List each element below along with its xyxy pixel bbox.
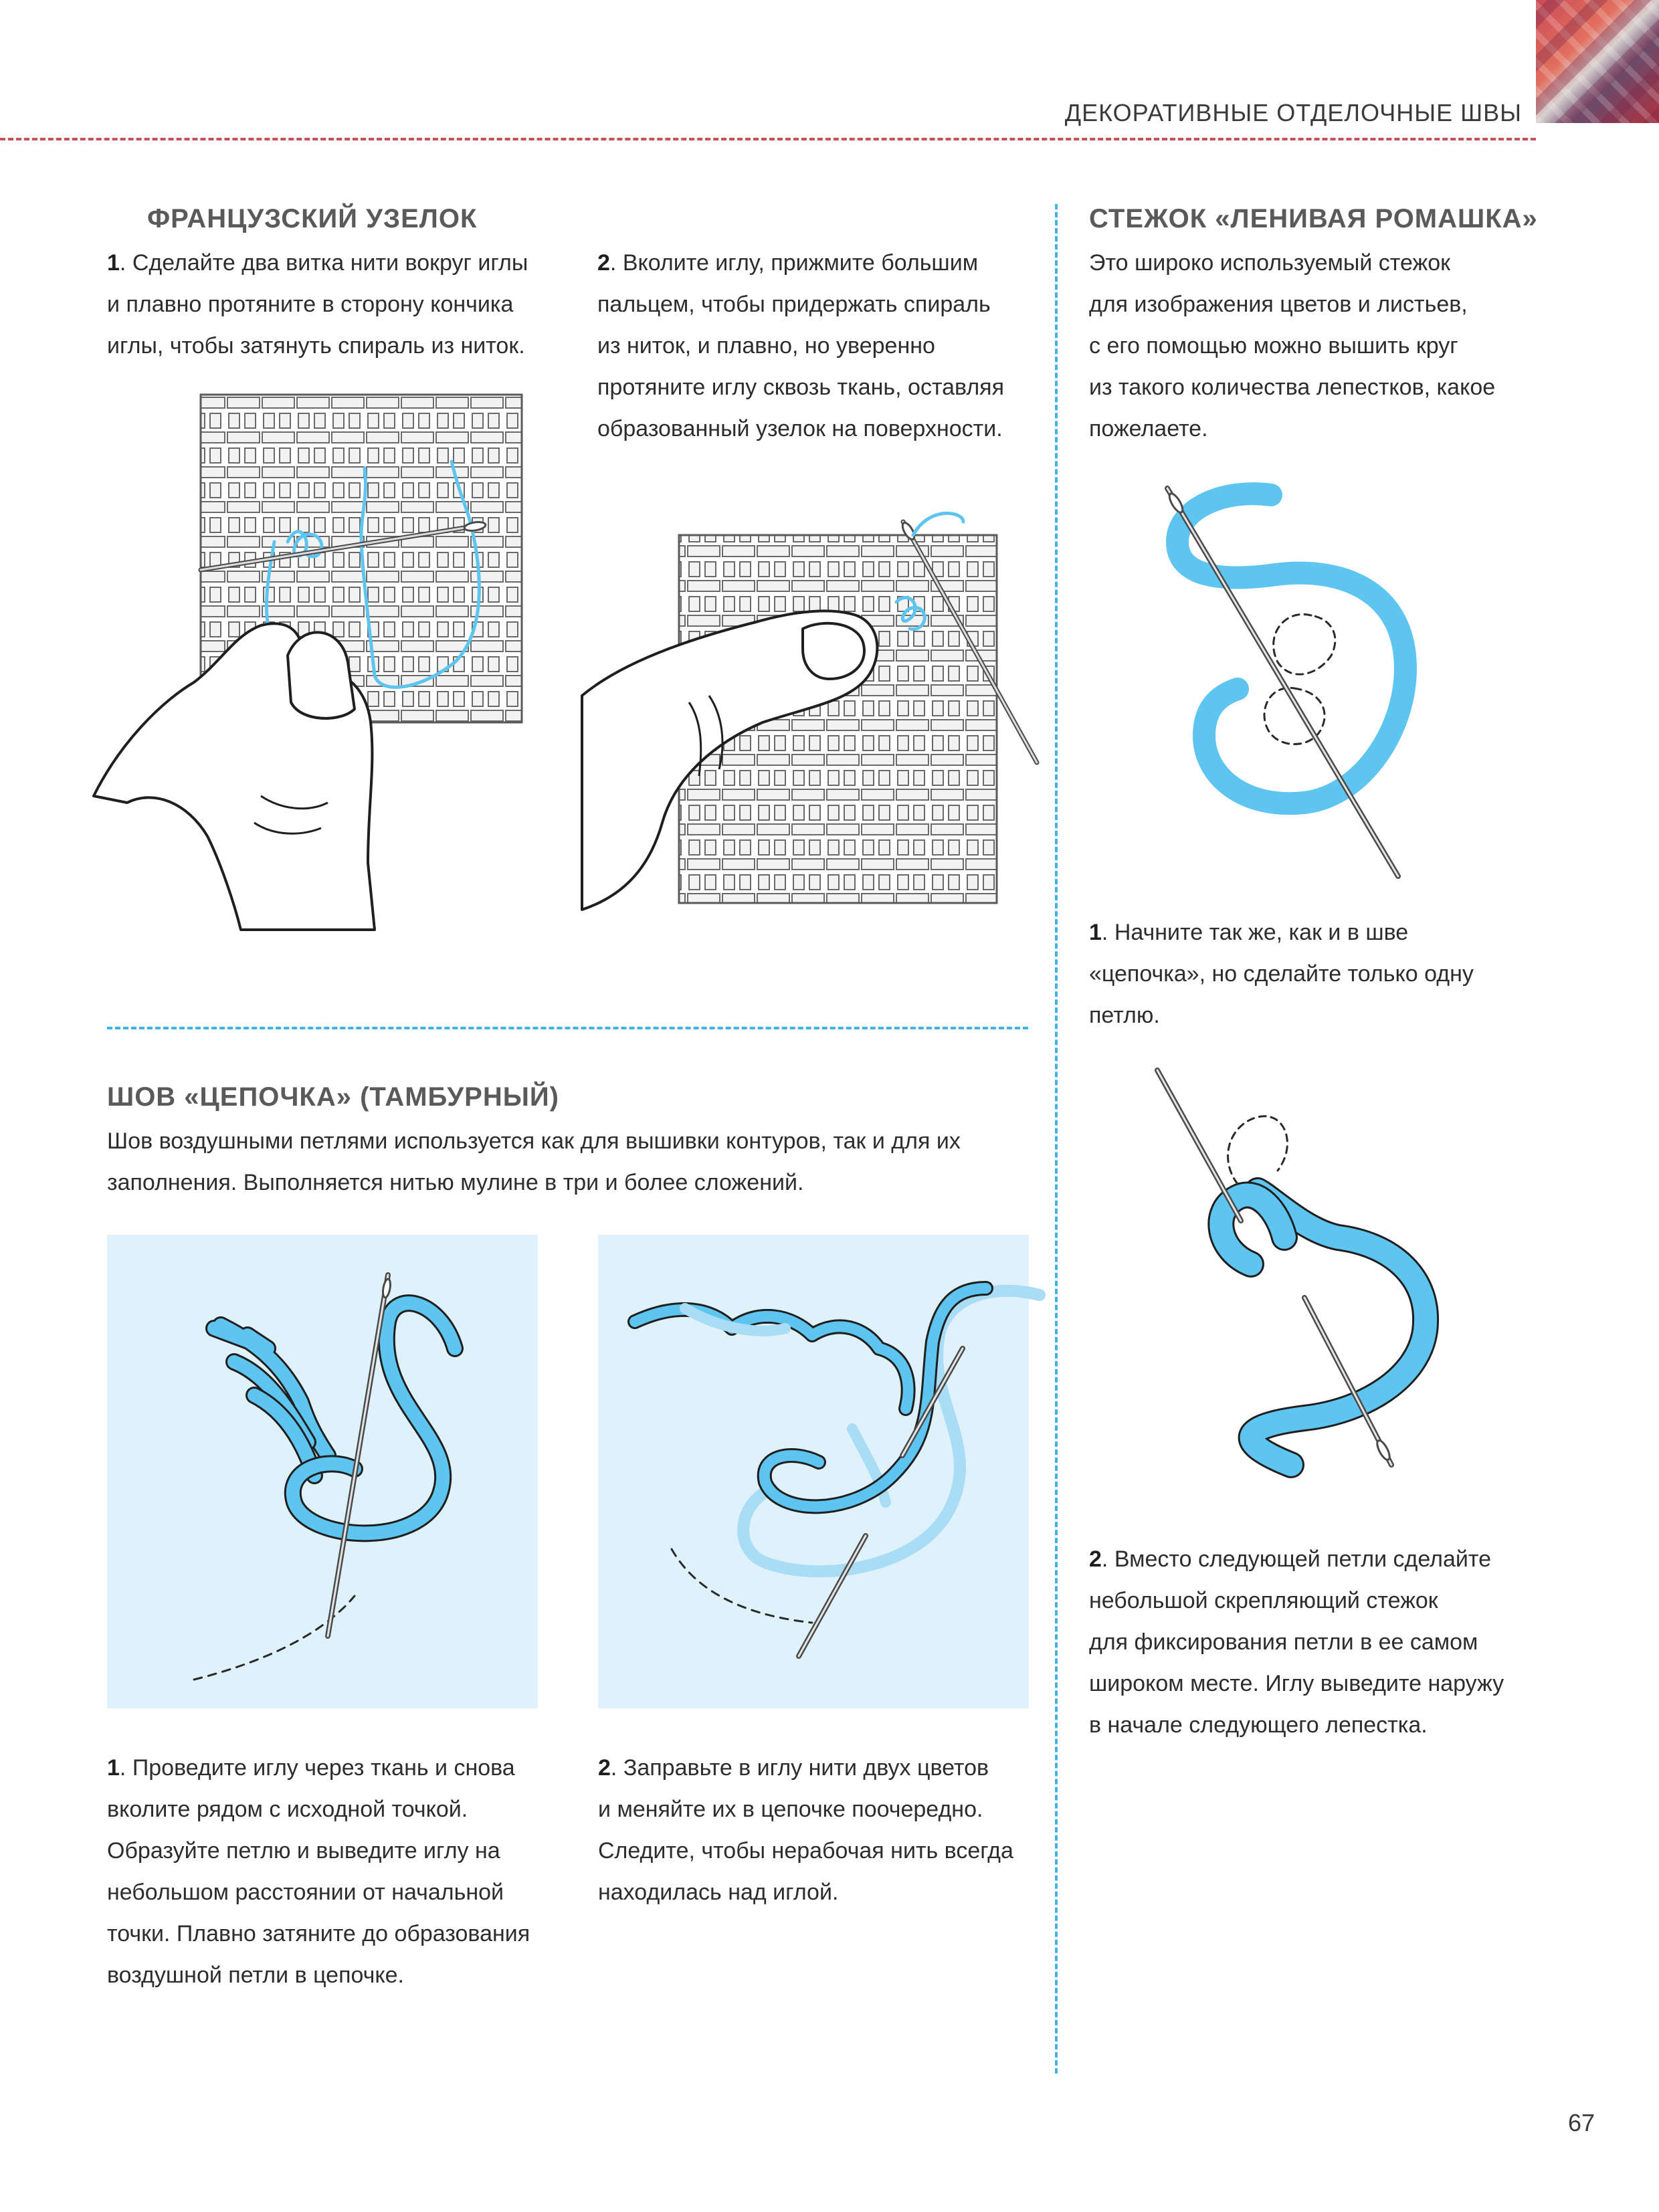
chain-stitch-title: ШОВ «ЦЕПОЧКА» (ТАМБУРНЫЙ) — [107, 1082, 559, 1112]
chain-stitch-illustration-2 — [598, 1235, 1029, 1708]
chain-stitch-panel-2 — [598, 1235, 1029, 1708]
page-number: 67 — [1567, 2109, 1595, 2136]
lazy-daisy-step1: 1. Начните так же, как и в шве «цепочка», но сделайте только одну петлю. — [1089, 920, 1474, 1028]
section-divider — [107, 1027, 1028, 1029]
chain-stitch-panel-1 — [107, 1235, 538, 1708]
step-number: 2 — [597, 250, 610, 276]
chain-stitch-intro: Шов воздушными петлями используется как для вышивки контуров, так и для их заполнения. Выполняется нитью мулине в три и более сложений. — [107, 1128, 961, 1195]
running-header: ДЕКОРАТИВНЫЕ ОТДЕЛОЧНЫЕ ШВЫ — [1064, 99, 1522, 126]
lazy-daisy-step2: 2. Вместо следующей петли сделайте небольшой скрепляющий стежок для фиксирования петли в ее самом широком месте. Иглу выведите наружу в начале следующего лепестка. — [1089, 1546, 1504, 1738]
lazy-daisy-illustration-2 — [1137, 1064, 1458, 1492]
french-knot-illustration-2 — [582, 508, 1050, 923]
chain-stitch-step2: 2. Заправьте в иглу нити двух цветов и меняйте их в цепочке поочередно. Следите, чтобы нерабочая нить всегда находилась над иглой. — [598, 1755, 1013, 1905]
step-number: 2 — [598, 1755, 611, 1781]
french-knot-step1: 1. Сделайте два витка нити вокруг иглы и плавно протяните в сторону кончика иглы, чтобы затянуть спираль из ниток. — [107, 250, 528, 359]
lazy-daisy-intro: Это широко используемый стежок для изображения цветов и листьев, с его помощью можно вышить круг из такого количества лепестков, какое пожелаете. — [1089, 250, 1496, 441]
column-divider — [1055, 204, 1058, 2074]
step-number: 2 — [1089, 1546, 1102, 1572]
step-number: 1 — [107, 1755, 120, 1781]
thread-icon — [1177, 494, 1405, 803]
thread-icon — [1221, 1116, 1426, 1465]
needle-icon — [1167, 488, 1398, 876]
step-number: 1 — [1089, 920, 1102, 945]
step-number: 1 — [107, 250, 120, 276]
plaid-swatch-icon — [1536, 0, 1659, 123]
french-knot-illustration-1 — [87, 395, 555, 930]
hand-icon — [94, 623, 375, 930]
header-divider — [0, 138, 1536, 140]
chain-stitch-illustration-1 — [107, 1235, 538, 1708]
lazy-daisy-title: СТЕЖОК «ЛЕНИВАЯ РОМАШКА» — [1089, 204, 1538, 233]
french-knot-title: ФРАНЦУЗСКИЙ УЗЕЛОК — [147, 204, 478, 233]
thread-icon — [194, 1303, 455, 1680]
french-knot-step2: 2. Вколите иглу, прижмите большим пальцем, чтобы придержать спираль из ниток, и плавно, но уверенно протяните иглу сквозь ткань, оставляя образованный узелок на поверхности. — [597, 250, 1004, 441]
chain-stitch-step1: 1. Проведите иглу через ткань и снова вколите рядом с исходной точкой. Образуйте петлю и выведите иглу на небольшом расстоянии от начальной точки. Плавно затяните до образования воздушной петли в цепочке. — [107, 1755, 530, 1988]
thread-icon — [635, 1288, 1040, 1623]
lazy-daisy-illustration-1 — [1137, 482, 1458, 896]
